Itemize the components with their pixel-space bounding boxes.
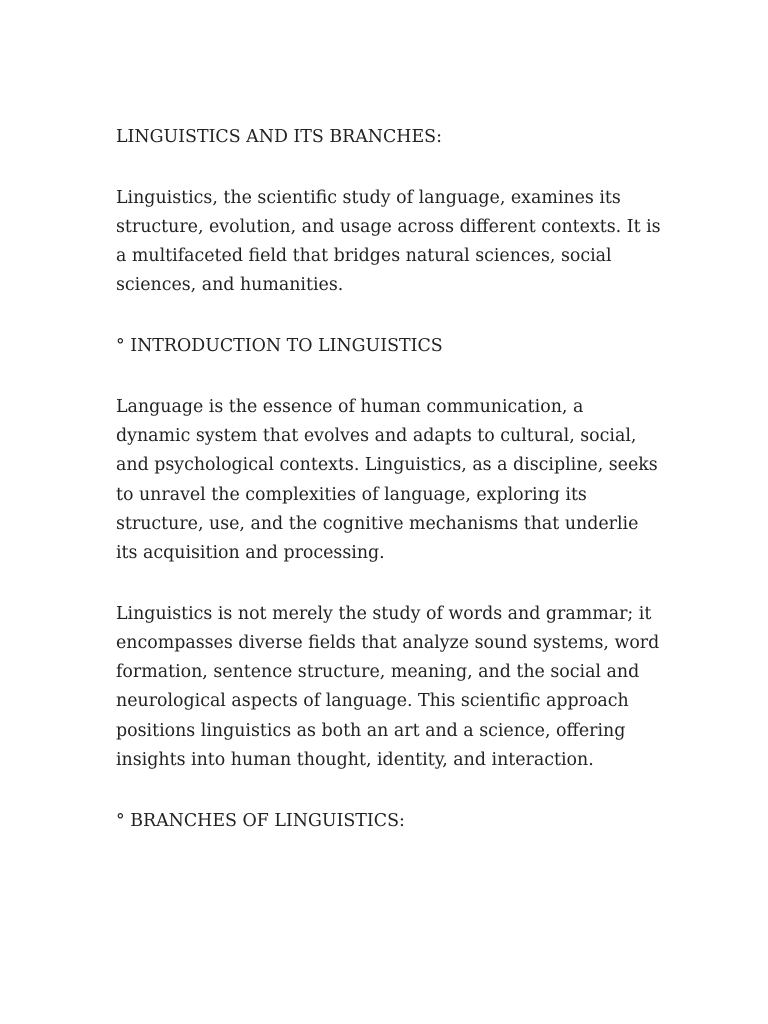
body-paragraph: Language is the essence of human communication, a dynamic system that evolves and adapts to cultural, social, and psychological contexts. Linguistics, as a discipline, seeks to unravel the complexities of language, exploring its structure, use, and the cognitive mechanisms that underlie its acquisition and processing.	[116, 397, 658, 564]
section-heading-introduction: ° INTRODUCTION TO LINGUISTICS	[116, 336, 443, 357]
document-title: LINGUISTICS AND ITS BRANCHES:	[116, 127, 442, 147]
document-body	[116, 123, 661, 867]
intro-paragraph: Linguistics, the scientific study of language, examines its structure, evolution, and usage across different contexts. It is a multifaceted field that bridges natural sciences, social sciences, and humanities.	[116, 187, 661, 296]
body-paragraph: Linguistics is not merely the study of words and grammar; it encompasses diverse fields that analyze sound systems, word formation, sentence structure, meaning, and the social and neurological aspects of language. This scientific approach positions linguistics as both an art and a science, offering insights into human thought, identity, and interaction.	[116, 603, 660, 770]
section-heading-branches: ° BRANCHES OF LINGUISTICS:	[116, 810, 405, 831]
